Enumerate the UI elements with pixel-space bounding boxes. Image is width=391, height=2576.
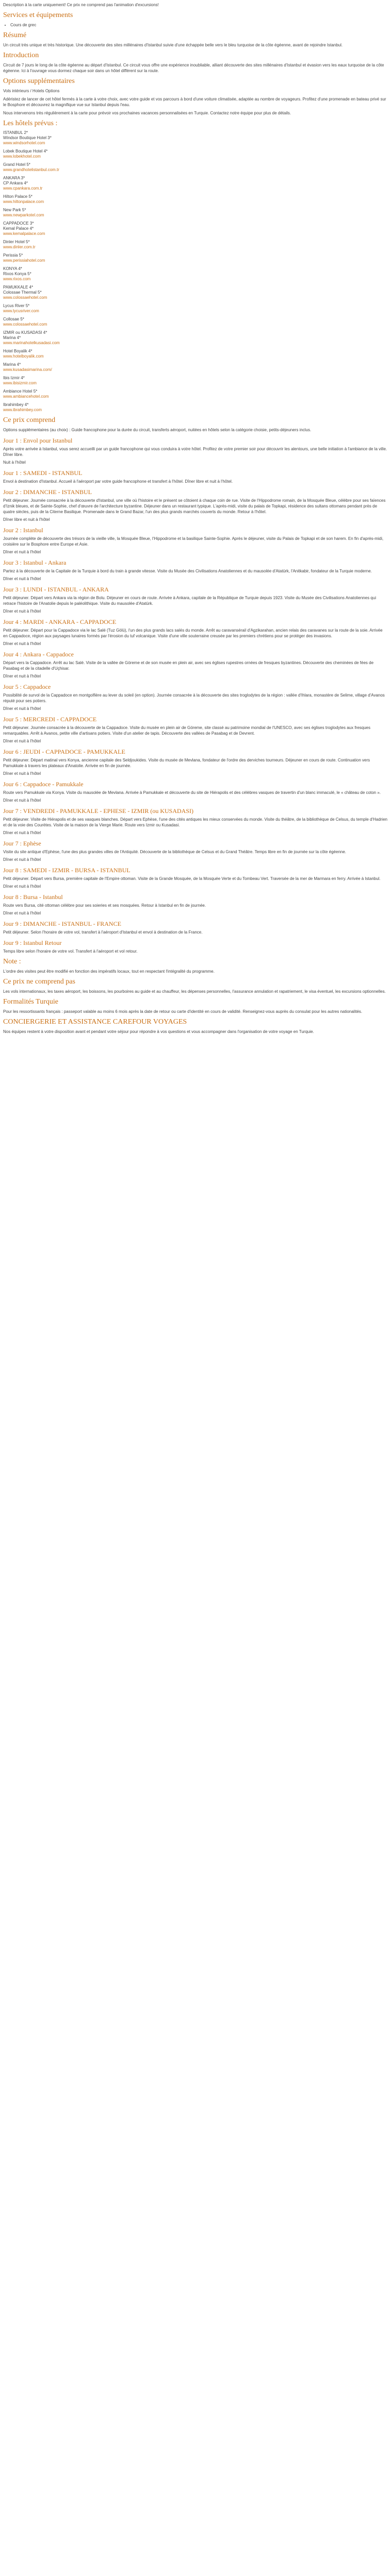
day-meal: Dîner et nuit à l'hôtel xyxy=(3,674,41,679)
day-title: Jour 2 : DIMANCHE - ISTANBUL xyxy=(3,488,92,496)
hotel-name: Ibrahimbey 4* xyxy=(3,402,29,407)
day-section xyxy=(3,748,388,776)
hotel-site[interactable]: www.ibisizmir.com xyxy=(3,381,37,385)
day-section xyxy=(3,893,388,916)
options-text-2: Adéristez de lancer de cet hôtel fermés à la carte à votre choix, avec votre guide et vos parcours à bord d'une voiture climatisée, adaptée au nombre de voyageurs. Profitez d'une promenade en bateau privé sur le Bosphore et découvrez la magnifique vue sur Istanbul depuis l'eau. xyxy=(3,97,386,107)
hotel-name: Marina 4* xyxy=(3,362,21,367)
day-section xyxy=(3,526,388,555)
day-title: Jour 6 : Cappadoce - Pamukkale xyxy=(3,781,84,788)
day-section xyxy=(3,715,388,744)
conditions-title: CONCIERGERIE ET ASSISTANCE CAREFOUR VOYAGES xyxy=(3,1018,187,1026)
note-text: L'ordre des visites peut être modifié en fonction des impératifs locaux, tout en respectant l'intégralité du programme. xyxy=(3,969,215,974)
hotel-name: Lycus River 5* xyxy=(3,303,30,308)
hotel-entry xyxy=(3,253,388,263)
day-text: Petit déjeuner. Selon l'horaire de votre vol, transfert à l'aéroport d'Istanbul et envol à destination de la France. xyxy=(3,930,203,935)
hotel-entry xyxy=(3,285,388,300)
day-title: Jour 9 : DIMANCHE - ISTANBUL - FRANCE xyxy=(3,920,121,927)
day-meal: Dîner et nuit à l'hôtel xyxy=(3,771,41,776)
hotel-name: Hilton Palace 5* xyxy=(3,194,32,199)
day-meal: Dîner et nuit à l'hôtel xyxy=(3,831,41,835)
day-text: Petit déjeuner. Départ vers Bursa, première capitale de l'Empire ottoman. Visite de la Grande Mosquée, de la Mosquée Verte et du Tombeau Vert. Traversée de la mer de Marmara en ferry. Arrivée à Istanbul. xyxy=(3,876,381,881)
day-section xyxy=(3,807,388,836)
day-meal: Dîner libre et nuit à l'hôtel xyxy=(3,517,50,522)
hotel-site[interactable]: www.ibrahimbey.com xyxy=(3,408,42,412)
day-text: Petit déjeuner. Départ pour la Cappadoce via le lac Salé (Tuz Gölü), l'un des plus grands lacs salés du monde. Arrêt au caravansérail d'Agzikarahan, ancien relais des caravanes sur la route de la soie. Arrivée en Cappadoce, région aux paysages lunaires formés par l'érosion du tuf volcanique. Visite d'une ville souterraine creusée par les premiers chrétiens pour se protéger des invasions. xyxy=(3,628,383,638)
hotel-site[interactable]: www.perissiahotel.com xyxy=(3,258,45,263)
hotel-name: Rixos Konya 5* xyxy=(3,272,31,276)
hotel-name: Marina 4* xyxy=(3,335,21,340)
hotel-entry xyxy=(3,194,388,205)
services-list xyxy=(10,22,388,28)
hotel-entry xyxy=(3,266,388,282)
day-title: Jour 3 : Istanbul - Ankara xyxy=(3,559,67,566)
day-title: Jour 3 : LUNDI - ISTANBUL - ANKARA xyxy=(3,586,109,593)
hotel-site[interactable]: www.cpankara.com.tr xyxy=(3,186,43,191)
day-section xyxy=(3,839,388,862)
day-section xyxy=(3,436,388,465)
hotel-entry xyxy=(3,402,388,413)
hotel-name: Ibis Izmir 4* xyxy=(3,376,25,380)
hotel-site[interactable]: www.kusadasimarina.com/ xyxy=(3,367,52,372)
day-title: Jour 8 : SAMEDI - IZMIR - BURSA - ISTANBUL xyxy=(3,867,131,874)
hotel-site[interactable]: www.newparkotel.com xyxy=(3,213,44,217)
day-title: Jour 1 : Envol pour Istanbul xyxy=(3,437,73,444)
day-section xyxy=(3,780,388,803)
day-section xyxy=(3,683,388,711)
hotels-title: Les hôtels prévus : xyxy=(3,120,58,127)
hotel-list xyxy=(3,130,388,413)
hotel-city: KONYA 4* xyxy=(3,266,22,271)
hotel-entry xyxy=(3,149,388,159)
day-meal: Dîner et nuit à l'hôtel xyxy=(3,577,41,581)
conditions-text: Nos équipes restent à votre disposition avant et pendant votre séjour pour répondre à vos questions et vous accompagner dans l'organisation de votre voyage en Turquie. xyxy=(3,1029,314,1034)
note-title: Note : xyxy=(3,958,21,965)
practical-title: Formalités Turquie xyxy=(3,998,58,1006)
day-text: Possibilité de survol de la Cappadoce en montgolfière au lever du soleil (en option). Journée consacrée à la découverte des sites troglodytes de la région : vallée d'Ihlara, monastère de Selime, village d'Avanos réputé pour ses potiers. xyxy=(3,693,385,703)
hotel-entry xyxy=(3,349,388,359)
day-title: Jour 4 : MARDI - ANKARA - CAPPADOCE xyxy=(3,618,117,625)
day-meal: Dîner et nuit à l'hôtel xyxy=(3,739,41,743)
day-title: Jour 7 : VENDREDI - PAMUKKALE - EPHESE - IZMIR (ou KUSADASI) xyxy=(3,807,193,815)
day-title: Jour 7 : Ephèse xyxy=(3,840,41,847)
hotel-site[interactable]: www.ambiancehotel.com xyxy=(3,394,49,399)
day-title: Jour 2 : Istanbul xyxy=(3,527,43,534)
hotel-city: CAPPADOCE 3* xyxy=(3,221,34,226)
day-text: Route vers Bursa, cité ottoman célèbre pour ses soieries et ses mosquées. Retour à Istanbul en fin de journée. xyxy=(3,903,206,908)
day-meal: Dîner et nuit à l'hôtel xyxy=(3,798,41,803)
services-item: • Cours de grec xyxy=(10,22,388,28)
hotel-name: Grand Hotel 5* xyxy=(3,162,30,167)
day-text: Partez à la découverte de la Capitale de la Turquie à bord du train à grande vitesse. Visite du Musée des Civilisations Anatoliennes et du mausolée d'Atatürk, l'Anitkabir, fondateur de la Turquie moderne. xyxy=(3,569,372,573)
hotel-entry xyxy=(3,162,388,173)
hotel-entry xyxy=(3,317,388,327)
day-title: Jour 8 : Bursa - Istanbul xyxy=(3,893,63,901)
hotel-site[interactable]: www.marinahotelkusadasi.com xyxy=(3,341,60,345)
hotel-site[interactable]: www.lobekhotel.com xyxy=(3,154,41,159)
hotel-site[interactable]: www.hiltonpalace.com xyxy=(3,199,44,204)
introduction-title: Introduction xyxy=(3,52,39,59)
day-section xyxy=(3,469,388,484)
hotel-city: PAMUKKALE 4* xyxy=(3,285,34,290)
day-meal: Dîner et nuit à l'hôtel xyxy=(3,911,41,916)
day-meal: Dîner et nuit à l'hôtel xyxy=(3,641,41,646)
day-text: Route vers Pamukkale via Konya. Visite du mausolée de Mevlana. Arrivée à Pamukkale et découverte du site de Hiérapolis et des célèbres vasques de travertin d'un blanc immaculé, le « château de coton ». xyxy=(3,790,381,795)
summary-title: Résumé xyxy=(3,31,27,39)
page xyxy=(0,0,391,1035)
hotel-name: Kemal Palace 4* xyxy=(3,226,34,231)
included-title: Ce prix comprend xyxy=(3,416,56,424)
hotel-site[interactable]: www.rixos.com xyxy=(3,277,31,281)
day-text: Après votre arrivée à Istanbul, vous serez accueilli par un guide francophone qui vous conduira à votre hôtel. Profitez de votre premier soir pour découvrir les alentours, une belle initiation à l'ambiance de la ville. Dîner libre. xyxy=(3,447,387,457)
day-title: Jour 1 : SAMEDI - ISTANBUL xyxy=(3,469,83,477)
hotel-city: ANKARA 3* xyxy=(3,176,25,180)
day-section xyxy=(3,866,388,889)
hotel-entry xyxy=(3,330,388,346)
day-section xyxy=(3,558,388,582)
day-text: Journée complète de découverte des trésors de la vieille ville, la Mosquée Bleue, l'Hippodrome et la basilique Sainte-Sophie. Après le déjeuner, visite du Palais de Topkapi et de son harem. En fin d'après-midi, croisière sur le Bosphore entre Europe et Asie. xyxy=(3,536,384,547)
hotel-entry xyxy=(3,240,388,250)
hotel-name: New Park 5* xyxy=(3,208,26,212)
hotel-site[interactable]: www.lycusriver.com xyxy=(3,309,39,313)
hotel-site[interactable]: www.hotelboyalik.com xyxy=(3,354,44,359)
hotel-site[interactable]: www.grandhotelistanbul.com.tr xyxy=(3,167,59,172)
day-title: Jour 9 : Istanbul Retour xyxy=(3,939,62,946)
intro-text: Description à la carte uniquement! Ce prix ne comprend pas l'animation d'excursions! xyxy=(3,3,159,7)
day-section xyxy=(3,585,388,614)
hotel-entry xyxy=(3,176,388,191)
hotel-name: Dinler Hotel 5* xyxy=(3,240,30,244)
hotel-entry xyxy=(3,362,388,372)
hotel-name: Hotel Boyalik 4* xyxy=(3,349,32,353)
day-text: Envol à destination d'Istanbul. Accueil à l'aéroport par votre guide francophone et transfert à l'hôtel. Dîner libre et nuit à l'hôtel. xyxy=(3,479,233,484)
not-included-title: Ce prix ne comprend pas xyxy=(3,978,75,986)
hotel-site[interactable]: www.kemalpalace.com xyxy=(3,231,45,236)
options-text-3: Nous intervenons très régulièrement à la carte pour prévoir vos prochaines vacances personnalisées en Turquie. Contactez notre équipe pour plus de détails. xyxy=(3,111,291,115)
hotel-site[interactable]: www.windsorhotel.com xyxy=(3,141,45,145)
hotel-name: Lobek Boutique Hotel 4* xyxy=(3,149,48,154)
day-section xyxy=(3,650,388,679)
day-meal: Nuit à l'hôtel xyxy=(3,460,26,465)
hotel-name: Collosae 5* xyxy=(3,317,24,321)
day-text: Temps libre selon l'horaire de votre vol. Transfert à l'aéroport et vol retour. xyxy=(3,949,138,954)
hotel-site[interactable]: www.colossaehotel.com xyxy=(3,322,47,327)
day-text: Petit déjeuner. Journée consacrée à la découverte de la Cappadoce. Visite du musée en plein air de Göreme, site classé au patrimoine mondial de l'UNESCO, avec ses églises troglodytes aux fresques remarquables. Arrêt à Avanos, petite ville d'artisans potiers. Visite d'un atelier de tapis. Découverte des vallées de Pasabag et de Devrent. xyxy=(3,725,370,736)
day-text: Départ vers la Cappadoce. Arrêt au lac Salé. Visite de la vallée de Göreme et de son musée en plein air, avec ses églises rupestres ornées de fresques byzantines. Découverte des cheminées de fées de Pasabag et de la citadelle d'Uçhisar. xyxy=(3,660,374,671)
day-title: Jour 5 : Cappadoce xyxy=(3,683,51,690)
hotel-site[interactable]: www.dinler.com.tr xyxy=(3,245,36,249)
day-section xyxy=(3,618,388,647)
hotel-entry xyxy=(3,221,388,236)
hotel-name: CP Ankara 4* xyxy=(3,181,28,185)
day-meal: Dîner et nuit à l'hôtel xyxy=(3,884,41,889)
day-meal: Dîner et nuit à l'hôtel xyxy=(3,706,41,711)
day-text: Petit déjeuner. Départ vers Ankara via la région de Bolu. Déjeuner en cours de route. Arrivée à Ankara, capitale de la République de Turquie depuis 1923. Visite du Musée des Civilisations Anatoliennes qui retrace l'histoire de l'Anatolie depuis le paléolithique. Visite du mausolée d'Atatürk. xyxy=(3,596,376,606)
day-meal: Dîner et nuit à l'hôtel xyxy=(3,857,41,862)
hotel-name: Perissia 5* xyxy=(3,253,23,258)
hotel-city: IZMIR ou KUSADASI 4* xyxy=(3,330,47,335)
practical-text: Pour les ressortissants français : passeport valable au moins 6 mois après la date de retour ou carte d'identité en cours de validité. Renseignez-vous auprès du consulat pour les autres nationalités. xyxy=(3,1009,363,1014)
not-included-text: Les vols internationaux, les taxes aéroport, les boissons, les pourboires au guide et au chauffeur, les dépenses personnelles, l'assurance annulation et rapatriement, le visa éventuel, les excursions optionnelles. xyxy=(3,989,386,994)
day-section xyxy=(3,488,388,522)
day-meal: Dîner et nuit à l'hôtel xyxy=(3,609,41,614)
day-text: Petit déjeuner. Journée consacrée à la découverte d'Istanbul, une ville où l'histoire et le présent se côtoient à chaque coin de rue. Visite de l'Hippodrome romain, de la Mosquée Bleue, célèbre pour ses faïences d'Iznik bleues, et de Sainte-Sophie, chef d'œuvre de l'architecture byzantine. Déjeuner dans un restaurant typique. L'après-midi, visite du palais de Topkapi, résidence des sultans ottomans pendant près de quatre siècles, puis de la Citerne Basilique. Promenade dans le Grand Bazar, l'un des plus grands marchés couverts du monde. Retour à l'hôtel. xyxy=(3,498,386,514)
day-section xyxy=(3,939,388,954)
hotel-entry xyxy=(3,389,388,399)
hotel-name: Windsor Boutique Hotel 3* xyxy=(3,135,52,140)
hotel-city: ISTANBUL 2* xyxy=(3,130,28,135)
included-text: Options supplémentaires (au choix) : Guide francophone pour la durée du circuit, transferts aéroport, nuitées en hôtels selon la catégorie choisie, petits-déjeuners inclus. xyxy=(3,428,312,432)
hotel-entry xyxy=(3,208,388,218)
services-title: Services et équipements xyxy=(3,11,73,19)
hotel-entry xyxy=(3,376,388,386)
day-text: Petit déjeuner. Visite de Hiérapolis et de ses vasques blanches. Départ vers Ephèse, l'une des cités antiques les mieux conservées du monde. Visite du théâtre, de la bibliothèque de Celsus, du temple d'Hadrien et de la voie des Courètes. Visite de la maison de la Vierge Marie. Route vers Izmir ou Kusadasi. xyxy=(3,817,387,827)
day-meal: Dîner et nuit à l'hôtel xyxy=(3,550,41,554)
hotel-name: Colossae Thermal 5* xyxy=(3,290,42,295)
hotel-entry xyxy=(3,303,388,314)
day-title: Jour 4 : Ankara - Cappadoce xyxy=(3,651,74,658)
itinerary xyxy=(3,436,388,954)
day-title: Jour 5 : MERCREDI - CAPPADOCE xyxy=(3,716,97,723)
options-text-1: Vols intérieurs / Hotels Options xyxy=(3,89,60,93)
hotel-name: Ambiance Hotel 5* xyxy=(3,389,38,394)
summary-text: Un circuit très unique et très historique. Une découverte des sites millénaires d'Istanbul suivie d'une échappée belle vers le bleu turquoise de la côte égéenne, avant de rejoindre Istanbul. xyxy=(3,43,343,47)
hotel-site[interactable]: www.colossaehotel.com xyxy=(3,295,47,300)
day-text: Petit déjeuner. Départ matinal vers Konya, ancienne capitale des Seldjoukides. Visite du musée de Mevlana, fondateur de l'ordre des derviches tourneurs. Déjeuner en cours de route. Continuation vers Pamukkale à travers les plateaux d'Anatolie. Arrivée en fin de journée. xyxy=(3,758,370,768)
day-text: Visite du site antique d'Ephèse, l'une des plus grandes villes de l'Antiquité. Découverte de la bibliothèque de Celsus et du Grand Théâtre. Temps libre en fin de journée sur la côte égéenne. xyxy=(3,850,347,854)
day-title: Jour 6 : JEUDI - CAPPADOCE - PAMUKKALE xyxy=(3,748,125,755)
options-title: Options supplémentaires xyxy=(3,77,75,85)
day-section xyxy=(3,920,388,935)
introduction-text: Circuit de 7 jours le long de la côte égéenne au départ d'Istanbul. Ce circuit vous offre une expérience inoubliable, alliant découverte des sites millénaires d'Istanbul et évasion vers les eaux turquoise de la côte égéenne. Ici à l'ouvrage vous dormez chaque soir dans un hôtel différent sur la route. xyxy=(3,63,384,73)
hotel-entry xyxy=(3,130,388,146)
